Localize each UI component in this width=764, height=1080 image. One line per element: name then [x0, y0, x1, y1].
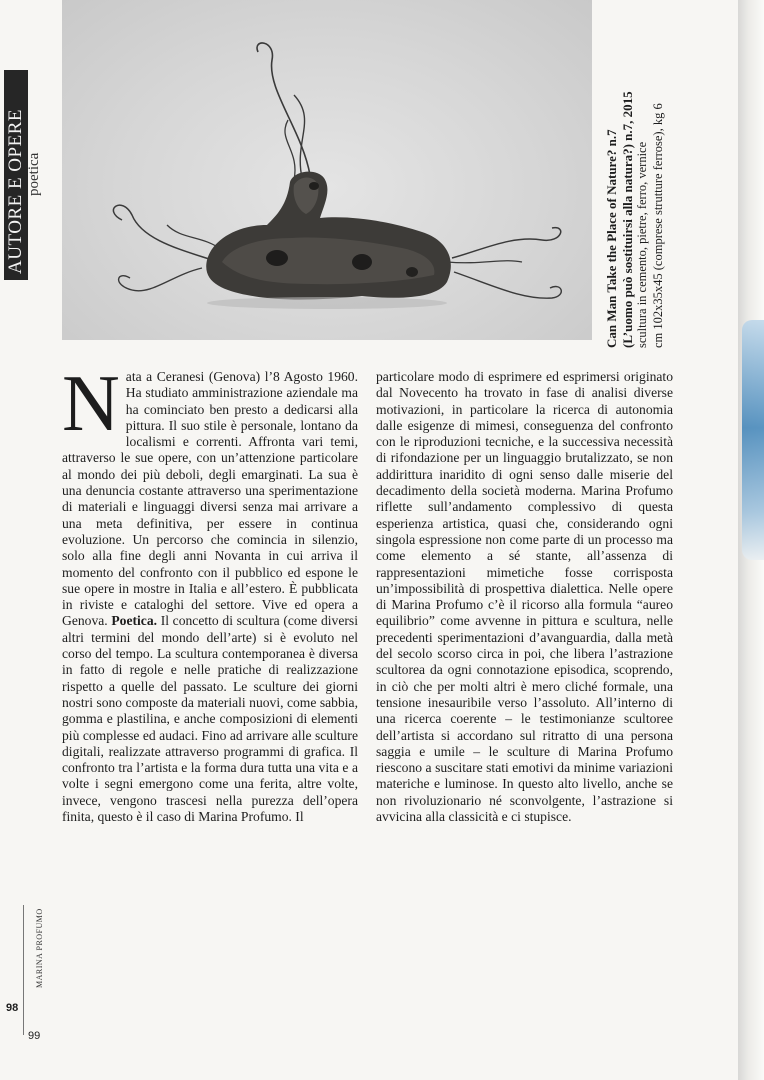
- artwork-caption: [604, 48, 666, 348]
- article-left-text-2: Il concetto di scultura (come diversi altri termini del mondo dell’arte) si è evoluto nel corso del tempo. La scultura contemporanea è diversa in fatto di regole e nelle pratiche di realizzazione rispetto a quelle del passato. Le sculture dei giorni nostri sono composte da materiali nuovi, come sabbia, gomma e plastilina, e anche composizioni di elementi più complesse ed audaci. Fino ad arrivare alle sculture digitali, realizzate attraverso programmi di grafica. Il confronto tra l’artista e la forma dura tutta una vita e a volte i segni emergono come una ferita, altre volte, invece, vengono trascesi nella purezza dell’opera finita, questo è il caso di Marina Profumo. Il: [62, 613, 358, 825]
- section-title: AUTORE E OPERE: [4, 70, 28, 280]
- section-subtitle: poetica: [26, 152, 42, 196]
- page-number-right: 99: [28, 1030, 41, 1042]
- next-page-image-edge: [742, 320, 764, 560]
- article-paragraph-left: [62, 360, 358, 825]
- article-column-left: [62, 360, 358, 825]
- caption-dimensions: cm 102x35x45 (comprese strutture ferrose), kg 6: [650, 103, 665, 348]
- caption-title-line-2: (L’uomo può sostituirsi alla natura?) n.7, 2015: [619, 91, 635, 348]
- poetica-label: Poetica.: [111, 613, 158, 629]
- sculpture-illustration: [62, 0, 592, 340]
- author-credit: MARINA PROFUMO: [35, 908, 44, 988]
- section-tab: [0, 66, 40, 280]
- page-number-left: 98: [6, 1002, 19, 1014]
- caption-material: scultura in cemento, pietre, ferro, vernice: [635, 141, 649, 348]
- footer-vertical-rule: [23, 905, 24, 1035]
- drop-cap: N: [62, 360, 120, 448]
- sculpture-photo: [62, 0, 592, 340]
- article-right-text: particolare modo di esprimere ed esprimersi originato dal Novecento ha trovato in fase di analisi diverse motivazioni, in particolare la ricerca di autonomia dalle esigenze di mimesi, conseguenza del confronto con le riproduzioni tecniche, e la successiva necessità di rifondazione per un linguaggio brutalizzato, se non addirittura inaridito di ogni senso dalle miserie del decadimento della società moderna. Marina Profumo riflette sull’andamento complessivo di questa esperienza artistica, quasi che, considerando ogni singola espressione non come parte di un processo ma come elemento a sé stante, all’assenza di rappresentazioni mimetiche fosse corrisposta un’impossibilità di prospettiva dialettica. Nelle opere di Marina Profumo c’è il ricorso alla formula “aureo equilibrio” come avvenne in pittura e scultura, nelle precedenti sperimentazioni d’avanguardia, dalla metà del secolo scorso circa in poi, che libera l’astrazione scultorea da ogni connotazione episodica, scoprendo, in ciò che per molti altri è mero cliché formale, una tensione inesauribile verso l’assoluto. All’interno di una ricerca coerente – le testimonianze scultoree dell’artista si accordano sul ritratto di una persona saggia e umile – le sculture di Marina Profumo riescono a suscitare stati emotivi da minime variazioni materiche e luminose. In questo alto livello, anche se non rivoluzionario né sconvolgente, l’astrazione si avvicina alla classicità e ci stupisce.: [376, 369, 673, 825]
- caption-title-line-1: Can Man Take the Place of Nature? n.7: [604, 129, 619, 348]
- article-left-text: ata a Ceranesi (Genova) l’8 Agosto 1960. Ha studiato amministrazione aziendale ma ha cominciato ben presto a dedicarsi alla pittura. Il suo stile è personale, lontano da localismi e correnti. Affronta vari temi, attraverso le sue opere, con un’attenzione particolare al mondo dei più deboli, degli emarginati. La sua è una denuncia costante attraverso una sperimentazione di materiali e linguaggi diversi senza mai arrivare a una meta definitiva, per essere in continua evoluzione. Un percorso che comincia in silenzio, solo alla fine degli anni Novanta in cui arriva il momento del confronto con il pubblico ed espone le sue opere in mostre in Italia e all’estero. È pubblicata in riviste e cataloghi del settore. Vive ed opera a Genova.: [62, 369, 358, 629]
- article-column-right: [376, 369, 673, 825]
